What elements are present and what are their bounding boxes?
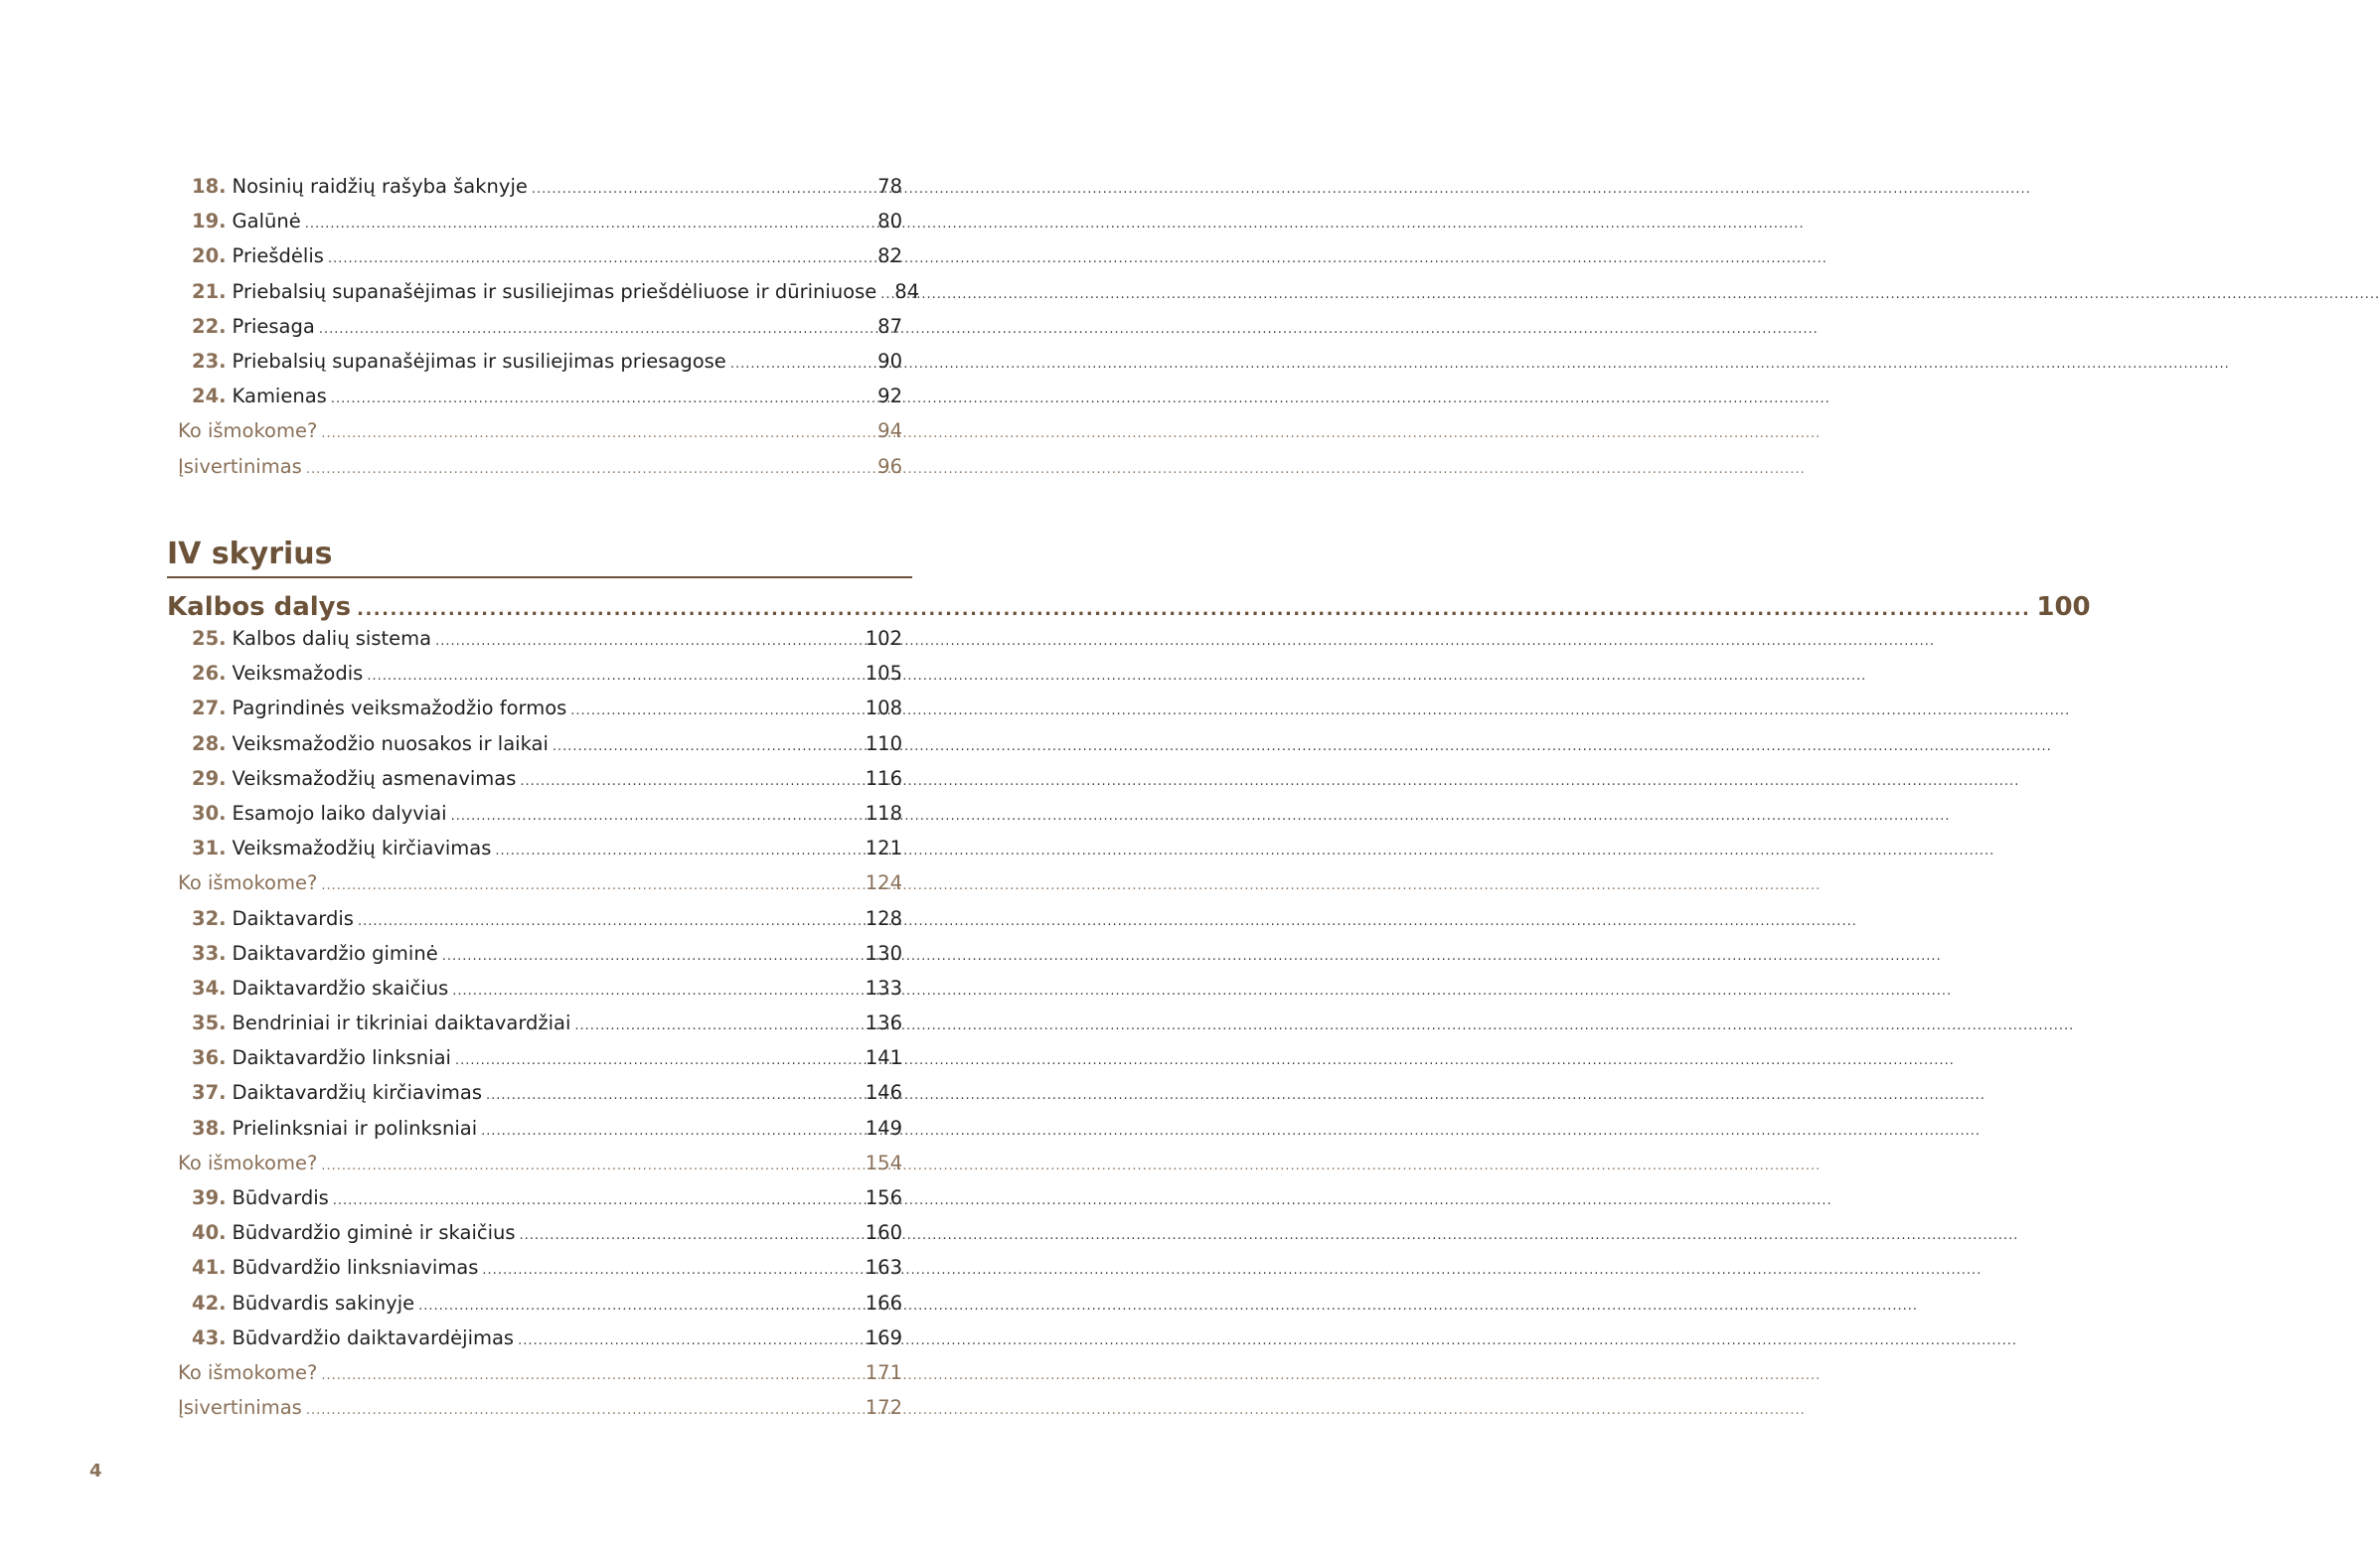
toc-lesson-entry[interactable]: [167, 385, 902, 419]
dot-leader: [358, 907, 862, 930]
entry-title: Ko išmokome?: [178, 1151, 318, 1174]
lesson-number: 36.: [192, 1046, 227, 1070]
entry-title: Ko išmokome?: [178, 419, 318, 443]
dot-leader: [532, 175, 873, 198]
entry-page-number: 92: [877, 385, 902, 408]
toc-lesson-entry[interactable]: [167, 662, 902, 697]
dot-leader: [328, 244, 873, 267]
entry-page-number: 121: [865, 837, 902, 860]
entry-page-number: 87: [877, 314, 902, 338]
dot-leader: [486, 1081, 862, 1104]
lesson-number: 37.: [192, 1081, 227, 1105]
entry-page-number: 172: [865, 1396, 902, 1420]
entry-page-number: 136: [865, 1011, 902, 1035]
entry-title: Pagrindinės veiksmažodžio formos: [232, 697, 567, 720]
toc-summary-entry[interactable]: [167, 455, 902, 490]
toc-summary-entry[interactable]: [167, 871, 902, 906]
entry-title: Priesaga: [232, 314, 315, 338]
dot-leader: [357, 592, 2030, 622]
toc-lesson-entry[interactable]: [167, 315, 902, 350]
page-number: 4: [89, 1461, 102, 1481]
section-title: Kalbos dalys: [167, 592, 352, 622]
lesson-number: 20.: [192, 244, 227, 268]
toc-lesson-entry[interactable]: [167, 1326, 902, 1361]
entry-page-number: 166: [865, 1291, 902, 1315]
lesson-number: 28.: [192, 731, 227, 755]
entry-title: Priešdėlis: [232, 244, 324, 268]
dot-leader: [520, 767, 861, 790]
dot-leader: [452, 977, 861, 1000]
dot-leader: [482, 1256, 861, 1279]
lesson-number: 31.: [192, 837, 227, 860]
lesson-number: 34.: [192, 976, 227, 1000]
lesson-number: 39.: [192, 1186, 227, 1209]
entry-page-number: 160: [865, 1221, 902, 1245]
chapter-heading-text: IV skyrius: [167, 537, 333, 571]
toc-lesson-entry[interactable]: [167, 1186, 902, 1221]
toc-lesson-entry[interactable]: [167, 279, 920, 315]
entry-page-number: 116: [865, 766, 902, 790]
entry-title: Veiksmažodis: [232, 662, 364, 686]
entry-title: Kamienas: [232, 385, 327, 408]
lesson-number: 18.: [192, 175, 227, 198]
entry-title: Būdvardis: [232, 1186, 329, 1209]
entry-page-number: 163: [865, 1256, 902, 1280]
toc-lesson-entry[interactable]: [167, 837, 902, 871]
dot-leader: [455, 1046, 862, 1069]
lesson-number: 32.: [192, 906, 227, 930]
toc-lesson-entry[interactable]: [167, 1117, 902, 1152]
dot-leader: [321, 419, 873, 442]
entry-title: Veiksmažodžio nuosakos ir laikai: [232, 731, 549, 755]
toc-lesson-entry[interactable]: [167, 1292, 902, 1326]
dot-leader: [305, 210, 873, 233]
toc-lesson-entry[interactable]: [167, 1081, 902, 1116]
lesson-number: 42.: [192, 1291, 227, 1315]
toc-chapter-list: [167, 627, 902, 1431]
entry-title: Būdvardžio giminė ir skaičius: [232, 1221, 516, 1245]
entry-page-number: 96: [877, 454, 902, 478]
lesson-number: 26.: [192, 662, 227, 686]
entry-page-number: 82: [877, 244, 902, 268]
lesson-number: 25.: [192, 627, 227, 650]
dot-leader: [495, 837, 861, 859]
lesson-number: 23.: [192, 349, 227, 373]
dot-leader: [570, 697, 861, 719]
entry-page-number: 90: [877, 349, 902, 373]
entry-page-number: 80: [877, 210, 902, 233]
toc-lesson-entry[interactable]: [167, 732, 902, 767]
toc-lesson-entry[interactable]: [167, 1011, 902, 1046]
dot-leader: [321, 1152, 861, 1174]
lesson-number: 40.: [192, 1221, 227, 1245]
entry-page-number: 156: [865, 1186, 902, 1209]
entry-page-number: 94: [877, 419, 902, 443]
toc-lesson-entry[interactable]: [167, 942, 902, 977]
entry-page-number: 154: [865, 1151, 902, 1174]
dot-leader: [306, 455, 873, 478]
toc-lesson-entry[interactable]: [167, 1256, 902, 1291]
entry-page-number: 118: [865, 801, 902, 825]
lesson-number: 35.: [192, 1011, 227, 1035]
dot-leader: [442, 942, 862, 965]
toc-lesson-entry[interactable]: [167, 697, 902, 731]
entry-title: Bendriniai ir tikriniai daiktavardžiai: [232, 1011, 571, 1035]
entry-title: Prielinksniai ir polinksniai: [232, 1116, 478, 1140]
entry-title: Galūnė: [232, 210, 301, 233]
entry-page-number: 84: [894, 279, 920, 303]
lesson-number: 30.: [192, 801, 227, 825]
toc-lesson-entry[interactable]: [167, 907, 902, 942]
entry-page-number: 146: [865, 1081, 902, 1105]
dot-leader: [435, 627, 862, 650]
toc-summary-entry[interactable]: [167, 1152, 902, 1186]
entry-page-number: 171: [865, 1360, 902, 1384]
entry-title: Įsivertinimas: [178, 1396, 302, 1420]
entry-title: Veiksmažodžių asmenavimas: [232, 766, 517, 790]
lesson-number: 43.: [192, 1325, 227, 1349]
entry-title: Būdvardžio daiktavardėjimas: [232, 1325, 515, 1349]
lesson-number: 22.: [192, 314, 227, 338]
toc-summary-entry[interactable]: [167, 1361, 902, 1396]
lesson-number: 19.: [192, 210, 227, 233]
section-page-number: 100: [2036, 592, 2091, 622]
lesson-number: 41.: [192, 1256, 227, 1280]
entry-page-number: 110: [865, 731, 902, 755]
chapter-heading: [167, 534, 912, 578]
toc-lesson-entry[interactable]: [167, 244, 902, 279]
entry-page-number: 133: [865, 976, 902, 1000]
entry-title: Daiktavardis: [232, 906, 354, 930]
dot-leader: [730, 350, 873, 373]
toc-top-list: [167, 175, 920, 490]
toc-summary-entry[interactable]: [167, 419, 902, 454]
toc-lesson-entry[interactable]: [167, 350, 902, 385]
dot-leader: [880, 280, 890, 303]
entry-title: Daiktavardžių kirčiavimas: [232, 1081, 483, 1105]
entry-page-number: 102: [865, 627, 902, 650]
dot-leader: [553, 732, 862, 755]
entry-title: Daiktavardžio giminė: [232, 941, 438, 965]
entry-title: Įsivertinimas: [178, 454, 302, 478]
section-title-row[interactable]: [167, 592, 2091, 630]
lesson-number: 24.: [192, 385, 227, 408]
dot-leader: [333, 1186, 862, 1209]
entry-title: Ko išmokome?: [178, 1360, 318, 1384]
toc-lesson-entry[interactable]: [167, 210, 902, 244]
entry-title: Nosinių raidžių rašyba šaknyje: [232, 175, 528, 198]
lesson-number: 27.: [192, 697, 227, 720]
dot-leader: [319, 315, 873, 338]
entry-title: Priebalsių supanašėjimas ir susiliejimas priesagose: [232, 349, 726, 373]
entry-title: Veiksmažodžių kirčiavimas: [232, 837, 492, 860]
dot-leader: [418, 1292, 862, 1315]
dot-leader: [331, 385, 873, 407]
toc-lesson-entry[interactable]: [167, 1221, 902, 1256]
lesson-number: 21.: [192, 279, 227, 303]
dot-leader: [367, 662, 861, 685]
toc-lesson-entry[interactable]: [167, 1046, 902, 1081]
dot-leader: [451, 802, 862, 825]
dot-leader: [321, 871, 861, 894]
entry-title: Ko išmokome?: [178, 871, 318, 895]
dot-leader: [520, 1221, 862, 1244]
entry-title: Esamojo laiko dalyviai: [232, 801, 447, 825]
entry-page-number: 169: [865, 1325, 902, 1349]
lesson-number: 38.: [192, 1116, 227, 1140]
entry-title: Daiktavardžio linksniai: [232, 1046, 451, 1070]
dot-leader: [306, 1396, 862, 1419]
toc-lesson-entry[interactable]: [167, 627, 902, 662]
entry-title: Būdvardis sakinyje: [232, 1291, 415, 1315]
entry-page-number: 108: [865, 697, 902, 720]
entry-page-number: 105: [865, 662, 902, 686]
entry-page-number: 141: [865, 1046, 902, 1070]
entry-page-number: 149: [865, 1116, 902, 1140]
dot-leader: [574, 1011, 861, 1034]
entry-title: Būdvardžio linksniavimas: [232, 1256, 479, 1280]
toc-lesson-entry[interactable]: [167, 175, 902, 210]
entry-page-number: 124: [865, 871, 902, 895]
entry-page-number: 78: [877, 175, 902, 198]
entry-page-number: 128: [865, 906, 902, 930]
dot-leader: [321, 1361, 861, 1384]
toc-lesson-entry[interactable]: [167, 767, 902, 802]
toc-lesson-entry[interactable]: [167, 977, 902, 1011]
entry-title: Daiktavardžio skaičius: [232, 976, 449, 1000]
lesson-number: 29.: [192, 766, 227, 790]
dot-leader: [481, 1117, 862, 1140]
lesson-number: 33.: [192, 941, 227, 965]
toc-summary-entry[interactable]: [167, 1396, 902, 1431]
dot-leader: [518, 1326, 862, 1349]
entry-title: Priebalsių supanašėjimas ir susiliejimas priešdėliuose ir dūriniuose: [232, 279, 877, 303]
entry-page-number: 130: [865, 941, 902, 965]
toc-lesson-entry[interactable]: [167, 802, 902, 837]
entry-title: Kalbos dalių sistema: [232, 627, 432, 650]
